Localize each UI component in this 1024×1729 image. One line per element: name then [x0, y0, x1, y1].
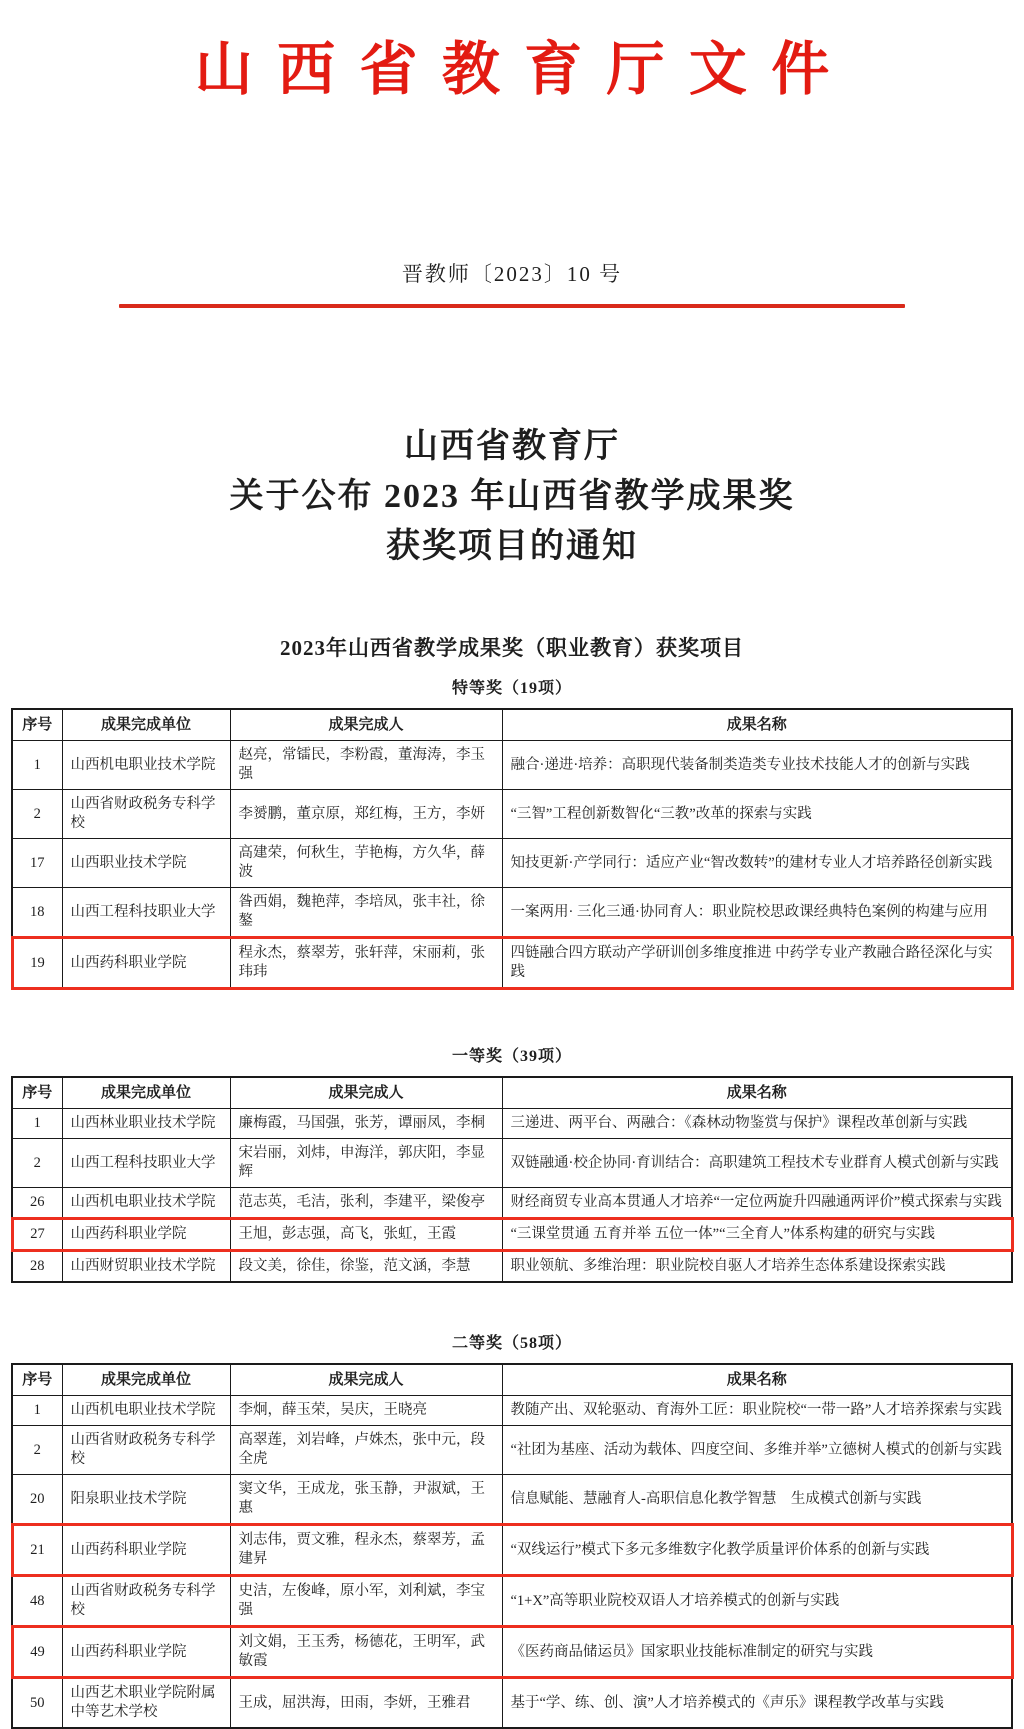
doc-number: 晋教师〔2023〕10 号	[401, 262, 623, 286]
table-row	[12, 1139, 1012, 1188]
cell-name: “三智”工程创新数智化“三教”改革的探索与实践	[502, 790, 1012, 839]
cell-name: 双链融通·校企协同·育训结合：高职建筑工程技术专业群育人模式创新与实践	[502, 1139, 1012, 1188]
cell-unit: 山西药科职业学院	[62, 938, 230, 989]
table-row	[12, 1109, 1012, 1139]
cell-unit: 山西艺术职业学院附属中等艺术学校	[62, 1678, 230, 1729]
cell-people: 范志英，毛洁，张利，李建平，梁俊亭	[230, 1188, 502, 1219]
award-table-first	[11, 1076, 1014, 1283]
cell-name: 基于“学、练、创、演”人才培养模式的《声乐》课程教学改革与实践	[502, 1678, 1012, 1729]
cell-name: 《医药商品储运员》国家职业技能标准制定的研究与实践	[502, 1627, 1012, 1678]
cell-people: 史洁，左俊峰，原小军，刘利斌，李宝强	[230, 1576, 502, 1627]
cell-no: 18	[12, 888, 62, 938]
cell-unit: 山西职业技术学院	[62, 839, 230, 888]
cell-people: 李炯，薛玉荣，吴庆，王晓亮	[230, 1396, 502, 1426]
cell-people: 高建荣，何秋生，芋艳梅，方久华，薛波	[230, 839, 502, 888]
header-cell-no: 序号	[12, 1364, 62, 1396]
cell-people: 窦文华，王成龙，张玉静，尹淑斌，王惠	[230, 1475, 502, 1525]
header-cell-unit: 成果完成单位	[62, 709, 230, 741]
cell-no: 20	[12, 1475, 62, 1525]
table-row-highlighted	[12, 1627, 1012, 1678]
table-row	[12, 1475, 1012, 1525]
header-cell-name: 成果名称	[502, 709, 1012, 741]
cell-no: 1	[12, 741, 62, 790]
award-table-special	[11, 708, 1014, 990]
cell-no: 28	[12, 1251, 62, 1283]
cell-unit: 山西财贸职业技术学院	[62, 1251, 230, 1283]
cell-no: 21	[12, 1525, 62, 1576]
cell-people: 宋岩丽，刘炜，申海洋，郭庆阳，李显辉	[230, 1139, 502, 1188]
cell-people: 高翠莲，刘岩峰，卢姝杰，张中元，段全虎	[230, 1426, 502, 1475]
cell-unit: 阳泉职业技术学院	[62, 1475, 230, 1525]
cell-unit: 山西机电职业技术学院	[62, 741, 230, 790]
table-row-highlighted	[12, 1525, 1012, 1576]
header-cell-name: 成果名称	[502, 1364, 1012, 1396]
cell-no: 27	[12, 1219, 62, 1251]
cell-unit: 山西省财政税务专科学校	[62, 1426, 230, 1475]
cell-no: 49	[12, 1627, 62, 1678]
header-cell-people: 成果完成人	[230, 1364, 502, 1396]
notice-title-line: 山西省教育厅	[404, 428, 620, 465]
page-title: 2023年山西省教学成果奖（职业教育）获奖项目	[280, 636, 744, 660]
table-row	[12, 1396, 1012, 1426]
cell-name: 融合·递进·培养：高职现代装备制类造类专业技术技能人才的创新与实践	[502, 741, 1012, 790]
cell-people: 刘志伟，贾文雅，程永杰，蔡翠芳，孟建昇	[230, 1525, 502, 1576]
cell-name: “三课堂贯通 五育并举 五位一体”“三全育人”体系构建的研究与实践	[502, 1219, 1012, 1251]
table-row	[12, 1426, 1012, 1475]
cell-no: 2	[12, 1139, 62, 1188]
cell-no: 17	[12, 839, 62, 888]
cell-unit: 山西药科职业学院	[62, 1219, 230, 1251]
cell-people: 廉梅霞，马国强，张芳，谭丽凤，李桐	[230, 1109, 502, 1139]
cell-name: 教随产出、双轮驱动、育海外工匠：职业院校“一带一路”人才培养探索与实践	[502, 1396, 1012, 1426]
cell-no: 2	[12, 790, 62, 839]
table-header-row	[12, 709, 1012, 741]
table-row	[12, 1576, 1012, 1627]
cell-name: 三递进、两平台、两融合：《森林动物鉴赏与保护》课程改革创新与实践	[502, 1109, 1012, 1139]
cell-people: 王旭，彭志强，高飞，张虹，王霞	[230, 1219, 502, 1251]
notice-title-line: 关于公布 2023 年山西省教学成果奖	[229, 478, 795, 515]
award-table-second	[11, 1363, 1014, 1729]
cell-name: 信息赋能、慧融育人-高职信息化教学智慧 生成模式创新与实践	[502, 1475, 1012, 1525]
header-cell-name: 成果名称	[502, 1077, 1012, 1109]
red-divider	[119, 304, 905, 308]
cell-unit: 山西省财政税务专科学校	[62, 1576, 230, 1627]
header-cell-no: 序号	[12, 1077, 62, 1109]
cell-unit: 山西机电职业技术学院	[62, 1188, 230, 1219]
cell-people: 程永杰，蔡翠芳，张轩萍，宋丽莉，张玮玮	[230, 938, 502, 989]
header-cell-unit: 成果完成单位	[62, 1077, 230, 1109]
table-row	[12, 1678, 1012, 1729]
cell-unit: 山西机电职业技术学院	[62, 1396, 230, 1426]
cell-no: 50	[12, 1678, 62, 1729]
cell-unit: 山西林业职业技术学院	[62, 1109, 230, 1139]
cell-no: 2	[12, 1426, 62, 1475]
cell-name: 一案两用· 三化三通·协同育人：职业院校思政课经典特色案例的构建与应用	[502, 888, 1012, 938]
cell-no: 1	[12, 1396, 62, 1426]
cell-people: 赵亮，常镭民，李粉霞，董海涛，李玉强	[230, 741, 502, 790]
table-header-row	[12, 1077, 1012, 1109]
cell-name: “社团为基座、活动为载体、四度空间、多维并举”立德树人模式的创新与实践	[502, 1426, 1012, 1475]
table-row	[12, 1188, 1012, 1219]
cell-name: 财经商贸专业高本贯通人才培养“一定位两旋升四融通两评价”模式探索与实践	[502, 1188, 1012, 1219]
banner-title: 山西省教育厅文件	[194, 37, 854, 102]
cell-unit: 山西药科职业学院	[62, 1525, 230, 1576]
cell-people: 王成，屈洪海，田雨，李妍，王雅君	[230, 1678, 502, 1729]
cell-people: 昝西娟，魏艳萍，李培凤，张丰社，徐鏊	[230, 888, 502, 938]
table-row	[12, 741, 1012, 790]
header-cell-people: 成果完成人	[230, 709, 502, 741]
page	[0, 30, 1024, 1720]
section-title-second-award: 二等奖（58项）	[451, 1335, 572, 1352]
cell-no: 1	[12, 1109, 62, 1139]
cell-people: 刘文娟，王玉秀，杨德花，王明军，武敏霞	[230, 1627, 502, 1678]
cell-name: 知技更新·产学同行：适应产业“智改数转”的建材专业人才培养路径创新实践	[502, 839, 1012, 888]
table-header-row	[12, 1364, 1012, 1396]
notice-title	[0, 422, 1024, 572]
cell-unit: 山西工程科技职业大学	[62, 1139, 230, 1188]
section-title-special-award: 特等奖（19项）	[451, 680, 572, 697]
cell-unit: 山西工程科技职业大学	[62, 888, 230, 938]
table-row-highlighted	[12, 938, 1012, 989]
notice-title-line: 获奖项目的通知	[386, 528, 638, 565]
cell-people: 段文美，徐佳，徐鉴，范文涵，李慧	[230, 1251, 502, 1283]
cell-name: “双线运行”模式下多元多维数字化教学质量评价体系的创新与实践	[502, 1525, 1012, 1576]
section-title-first-award: 一等奖（39项）	[451, 1048, 572, 1065]
table-row-highlighted	[12, 1219, 1012, 1251]
cell-name: “1+X”高等职业院校双语人才培养模式的创新与实践	[502, 1576, 1012, 1627]
table-row	[12, 790, 1012, 839]
header-cell-unit: 成果完成单位	[62, 1364, 230, 1396]
cell-people: 李赟鹏，董京原，郑红梅，王方，李妍	[230, 790, 502, 839]
header-cell-no: 序号	[12, 709, 62, 741]
cell-no: 48	[12, 1576, 62, 1627]
cell-unit: 山西省财政税务专科学校	[62, 790, 230, 839]
cell-name: 职业领航、多维治理：职业院校自驱人才培养生态体系建设探索实践	[502, 1251, 1012, 1283]
table-row	[12, 888, 1012, 938]
cell-no: 19	[12, 938, 62, 989]
cell-unit: 山西药科职业学院	[62, 1627, 230, 1678]
table-row	[12, 1251, 1012, 1283]
table-row	[12, 839, 1012, 888]
header-cell-people: 成果完成人	[230, 1077, 502, 1109]
cell-name: 四链融合四方联动产学研训创多维度推进 中药学专业产教融合路径深化与实践	[502, 938, 1012, 989]
cell-no: 26	[12, 1188, 62, 1219]
